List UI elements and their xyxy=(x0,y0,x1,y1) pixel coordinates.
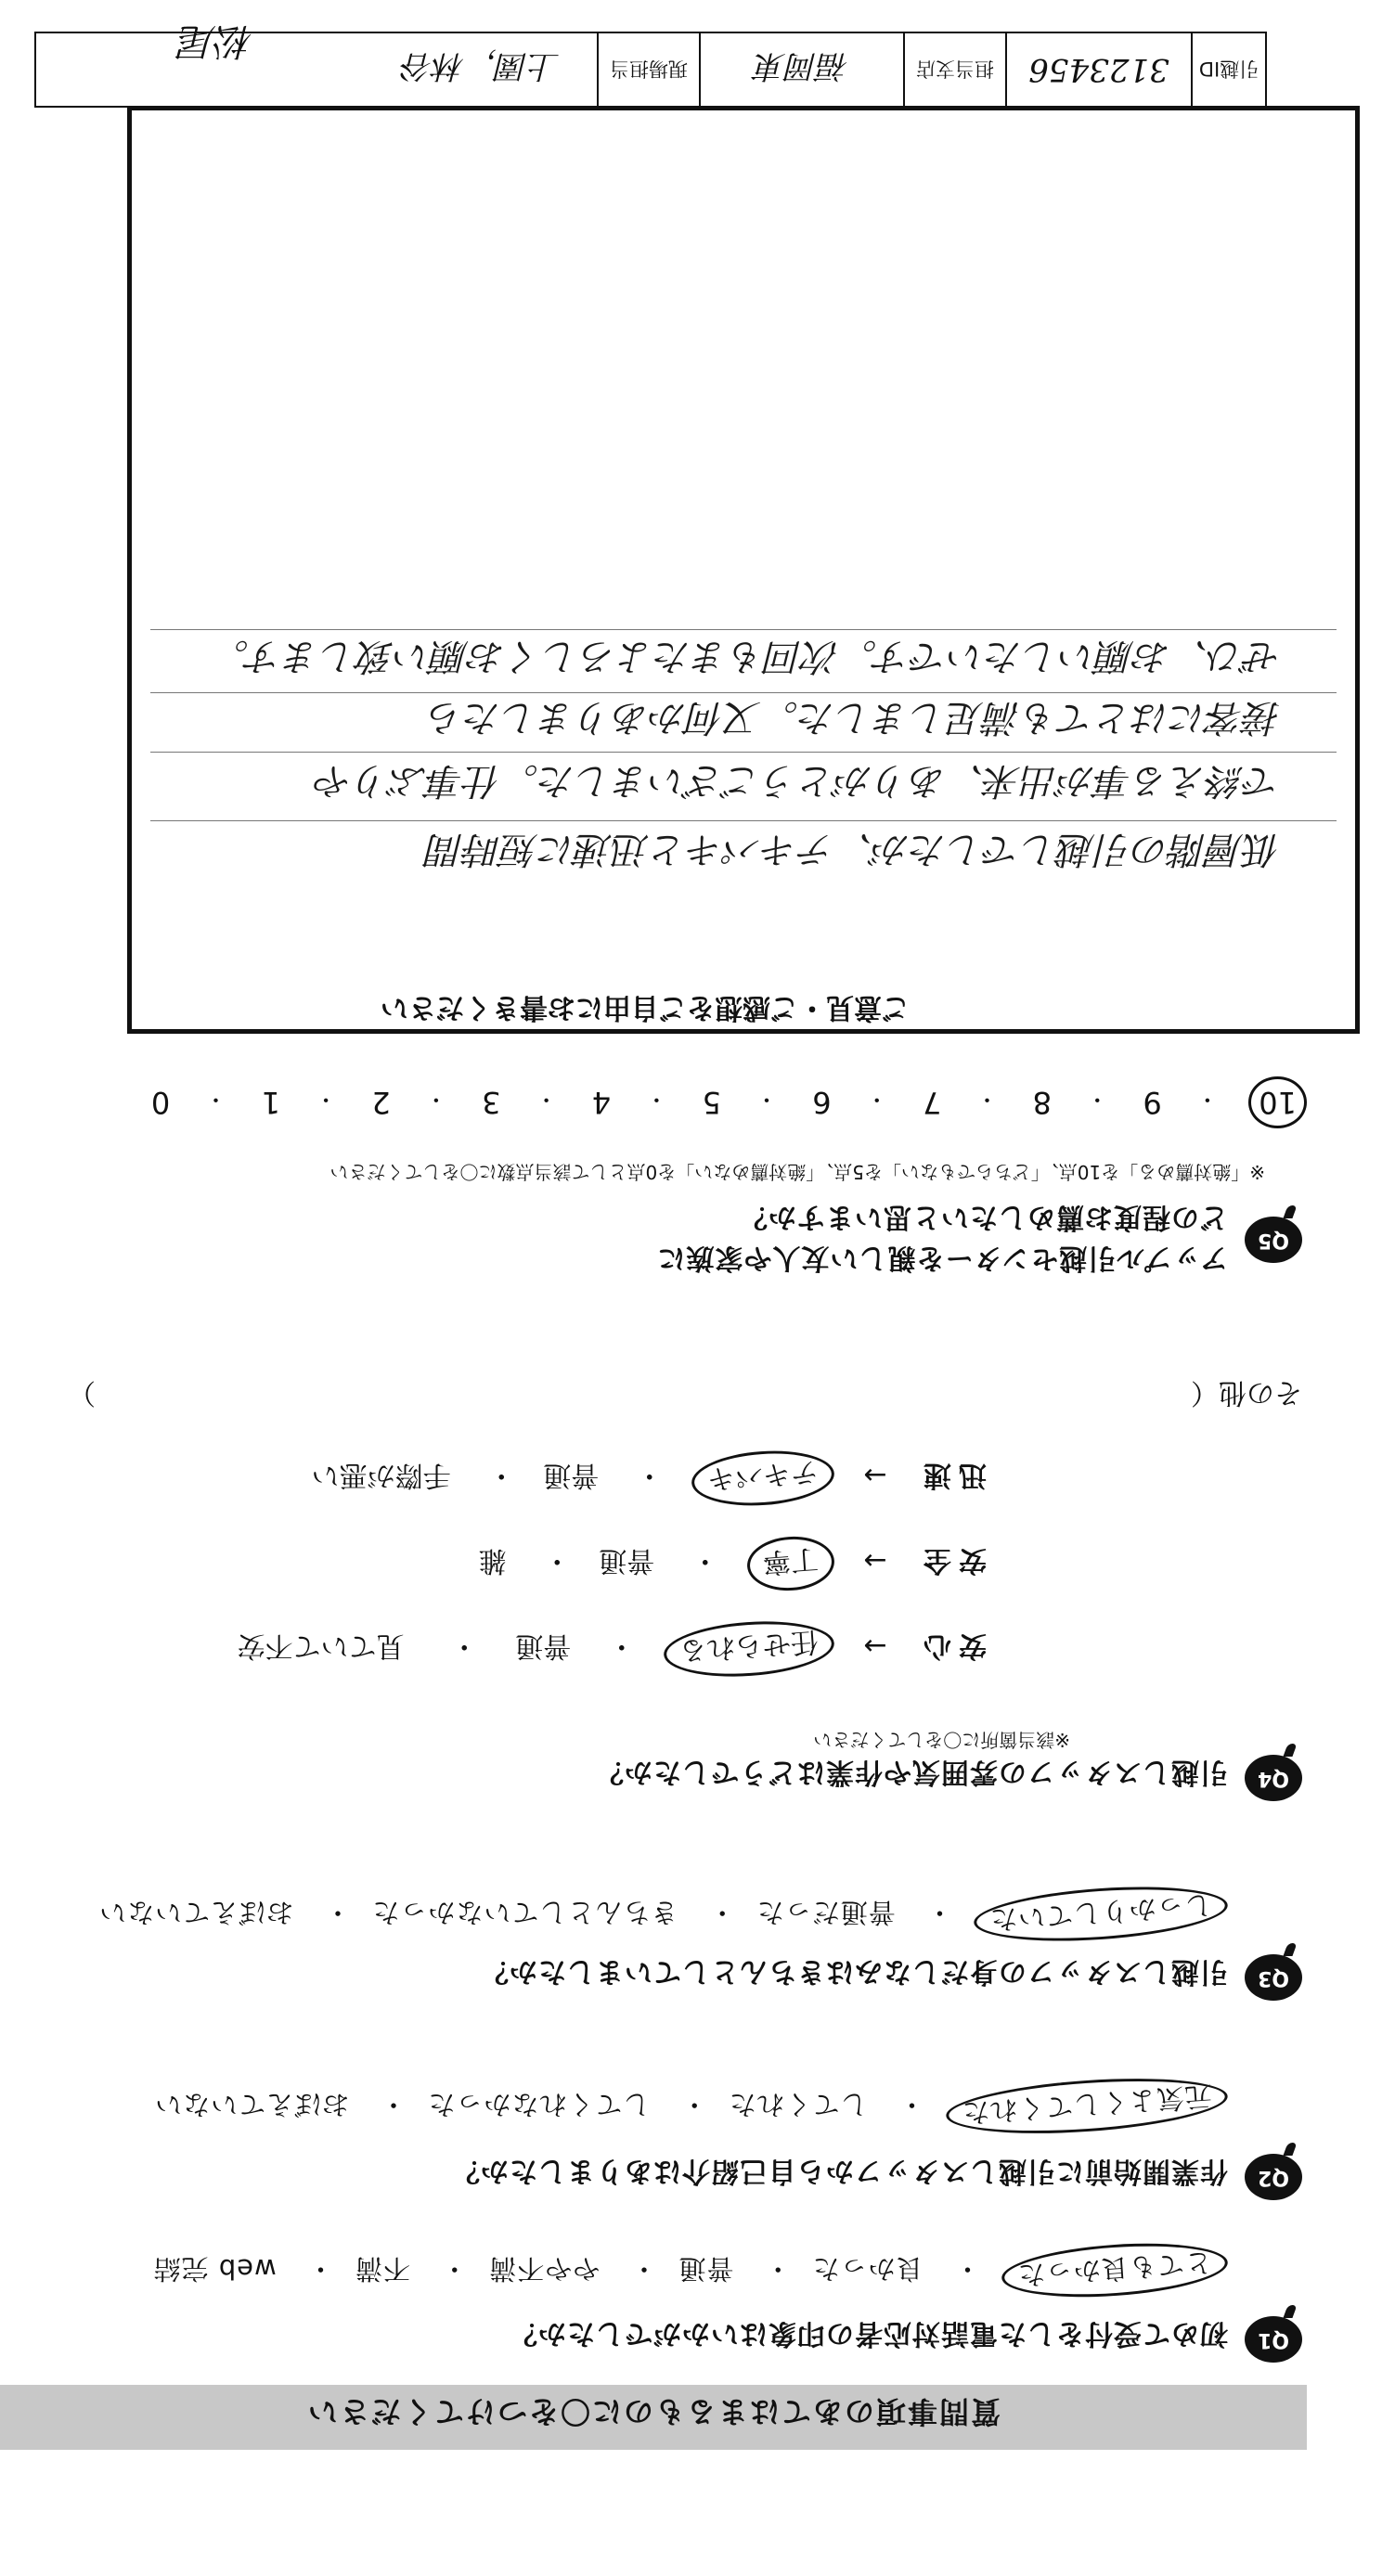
q4-row-option-selected[interactable]: 任せられる xyxy=(662,1616,836,1682)
q4-other xyxy=(58,1375,1302,1416)
comment-rule xyxy=(150,752,1337,753)
question-2-title: 作業開始前に引越しスタッフから自己紹介はありましたか？ xyxy=(451,2155,1228,2187)
q1-option[interactable]: やや不満 xyxy=(488,2253,601,2285)
question-5 xyxy=(58,1114,1302,1282)
arrow-icon: → xyxy=(863,1459,887,1491)
q4-row-label: 迅速 xyxy=(916,1459,987,1491)
question-1-options: とても良かった・ 良かった・ 普通・ やや不満・ 不満・ web 完結 xyxy=(153,2245,1228,2296)
instruction-text: 質問事項のあてはまるものに〇をつけてください xyxy=(306,2394,1001,2429)
question-3-badge: Q3 xyxy=(1245,1954,1302,2001)
comment-rule xyxy=(150,820,1337,821)
id-label: 引越ID xyxy=(1191,33,1265,106)
q4-row-option[interactable]: 普通 xyxy=(515,1629,572,1662)
staff-extra: 松尾 xyxy=(179,19,253,62)
scale-option[interactable]: 2 xyxy=(371,1085,391,1120)
q1-option[interactable]: 不満 xyxy=(354,2253,410,2285)
comment-line: ぜひ、お願いしたいです。次回もまたよろしくお願い致します。 xyxy=(212,635,1281,677)
question-5-note: ※「絶対薦める」を10点、「どちらでもない」を5点、「絶対薦めない」を0点として該当点数に〇をしてください xyxy=(329,1161,1265,1183)
arrow-icon: → xyxy=(863,1544,887,1577)
q1-option[interactable]: 普通 xyxy=(678,2253,734,2285)
q4-row-option-selected[interactable]: テキパキ xyxy=(690,1447,836,1511)
q2-option[interactable]: おぼえていない xyxy=(154,2089,350,2120)
scale-option[interactable]: 4 xyxy=(591,1085,612,1120)
comment-line: で終える事が出来、ありがとうございました。仕事ぶりや xyxy=(316,759,1281,802)
question-3-options: しっかりしていた・ 普通だった・ きちんとしていなかった・ おぼえていない xyxy=(98,1888,1228,1939)
branch-label: 担当支店 xyxy=(903,33,1005,106)
q1-option[interactable]: 良かった xyxy=(811,2253,924,2285)
question-4-note: ※該当箇所に〇をしてください xyxy=(813,1729,1070,1751)
question-5-title-line1: アップル引越センターを親しい友人や家族に xyxy=(656,1242,1228,1274)
scale-option-selected[interactable]: 10 xyxy=(1248,1076,1307,1128)
scale-option[interactable]: 8 xyxy=(1032,1085,1053,1120)
q4-row-jinsoku: 迅速 → テキパキ・ 普通・ 手際が悪い xyxy=(312,1451,987,1505)
scale-option[interactable]: 1 xyxy=(261,1085,280,1120)
q4-other-label: その他（ xyxy=(1191,1376,1302,1409)
q4-row-option[interactable]: 普通 xyxy=(543,1459,600,1491)
question-1 xyxy=(58,2246,1302,2363)
q4-row-option-selected[interactable]: 丁寧 xyxy=(745,1534,836,1593)
question-4-title: 引越しスタッフの雰囲気や作業はどうでしたか？ xyxy=(595,1756,1228,1788)
q2-option[interactable]: してくれた xyxy=(728,2089,868,2120)
q4-row-label: 安全 xyxy=(916,1544,987,1577)
question-3 xyxy=(58,1888,1302,2001)
scale-option[interactable]: 3 xyxy=(482,1085,501,1120)
recommend-scale: 10 ・ 9 ・ 8 ・ 7 ・ 6 ・ 5 ・ 4 ・ 3 ・ 2 ・ 1 ・ 0 xyxy=(147,1076,1307,1128)
question-5-badge: Q5 xyxy=(1245,1217,1302,1263)
q4-row-option[interactable]: 手際が悪い xyxy=(311,1459,451,1491)
q4-row-option[interactable]: 見ていて不安 xyxy=(237,1629,405,1662)
scale-option[interactable]: 7 xyxy=(922,1085,942,1120)
scale-option[interactable]: 6 xyxy=(812,1085,832,1120)
question-2-badge: Q2 xyxy=(1245,2154,1302,2200)
q4-other-close: ） xyxy=(68,1376,96,1409)
comment-line: 低層階の引越しでしたが、テキパキと迅速に短時間 xyxy=(427,828,1281,870)
question-1-title: 初めて受付をした電話対応者の印象はいかがでしたか？ xyxy=(509,2317,1228,2350)
question-5-title-line2: どの程度お薦めしたいと思いますか？ xyxy=(739,1201,1228,1233)
q3-option[interactable]: きちんとしていなかった xyxy=(371,1897,678,1928)
question-2 xyxy=(58,2080,1302,2200)
instruction-band xyxy=(0,2385,1307,2450)
question-4-badge: Q4 xyxy=(1245,1755,1302,1801)
q4-row-anzen: 安全 → 丁寧・ 普通・ 雑 xyxy=(479,1537,987,1591)
q2-option-selected[interactable]: 元気よくしてくれた xyxy=(944,2070,1229,2141)
comment-rule xyxy=(150,692,1337,693)
question-3-title: 引越しスタッフの身だしなみはきちんとしていましたか？ xyxy=(480,1955,1228,1988)
q3-option-selected[interactable]: しっかりしていた xyxy=(972,1880,1229,1949)
branch-value: 福岡東 xyxy=(699,33,903,106)
comment-line: 接客にはとても満足しました。又何かありましたら xyxy=(427,696,1281,739)
q3-option[interactable]: 普通だった xyxy=(756,1897,896,1928)
q4-row-option[interactable]: 雑 xyxy=(478,1544,507,1577)
scale-option[interactable]: 0 xyxy=(150,1085,171,1120)
q3-option[interactable]: おぼえていない xyxy=(98,1897,294,1928)
question-1-badge: Q1 xyxy=(1245,2316,1302,2363)
id-value: 3123456 xyxy=(1005,33,1191,106)
q1-option[interactable]: web 完結 xyxy=(152,2253,277,2285)
q4-row-anshin: 安心 → 任せられる・ 普通・ 見ていて不安 xyxy=(238,1622,987,1676)
comment-box-title: ご意見・ご感想をご自由にお書きください xyxy=(381,991,910,1024)
scale-option[interactable]: 5 xyxy=(702,1085,721,1120)
q2-option[interactable]: してくれなかった xyxy=(427,2089,651,2120)
q1-option-selected[interactable]: とても良かった xyxy=(1000,2237,1229,2304)
q4-row-option[interactable]: 普通 xyxy=(599,1544,655,1577)
q4-row-label: 安心 xyxy=(916,1629,987,1662)
comment-rule xyxy=(150,629,1337,630)
scale-option[interactable]: 9 xyxy=(1143,1085,1162,1120)
arrow-icon: → xyxy=(863,1629,887,1662)
staff-value: 上園，林谷 xyxy=(402,47,560,85)
comment-box[interactable] xyxy=(127,106,1360,1034)
question-2-options: 元気よくしてくれた・ してくれた・ してくれなかった・ おぼえていない xyxy=(154,2080,1228,2132)
staff-label: 現場担当 xyxy=(597,33,699,106)
